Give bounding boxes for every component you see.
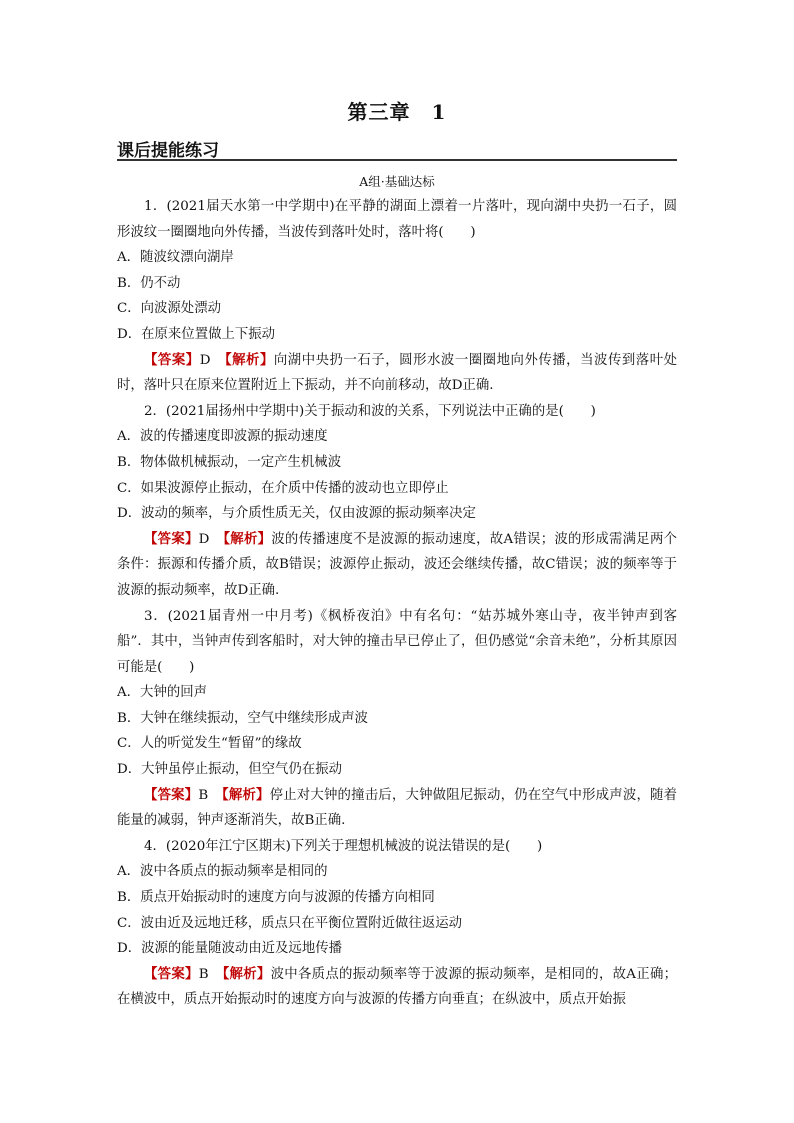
analysis-tag: 【解析】 bbox=[224, 351, 274, 368]
section-heading: 课后提能练习 bbox=[117, 141, 219, 161]
option-d: D．在原来位置做上下振动 bbox=[117, 326, 276, 342]
question-source: (2021届天水第一中学期中) bbox=[166, 199, 335, 214]
question-4-stem bbox=[117, 834, 677, 860]
answer-tag: 【答案】 bbox=[144, 786, 199, 803]
answer-value: B bbox=[198, 966, 209, 982]
option-a: A．波中各质点的振动频率是相同的 bbox=[117, 864, 328, 880]
analysis-tag: 【解析】 bbox=[223, 530, 272, 547]
answer-value: D bbox=[199, 352, 211, 368]
question-number: 4． bbox=[144, 838, 166, 854]
option-a: A．波的传播速度即波源的振动速度 bbox=[117, 429, 328, 445]
analysis-text: 波中各质点的振动频率等于波源的振动频率，是相同的，故A正确；在横波中，质点开始振动时的速度方向与波源的传播方向垂直；在纵波中，质点开始振 bbox=[117, 966, 678, 1008]
analysis-text: 向湖中央扔一石子，圆形水波一圈圈地向外传播，当波传到落叶处时，落叶只在原来位置附近上下振动，并不向前移动，故D正确. bbox=[117, 352, 678, 394]
question-number: 1． bbox=[144, 199, 167, 214]
option-c: C．人的听觉发生“暂留”的缘故 bbox=[117, 736, 302, 752]
analysis-text: 波的传播速度不是波源的振动速度，故A错误；波的形成需满足两个条件：振源和传播介质，故B错误；波源停止振动，波还会继续传播，故C错误；波的频率等于波源的振动频率，故D正确. bbox=[117, 531, 678, 598]
question-source: (2021届扬州中学期中) bbox=[165, 403, 305, 419]
question-text: 在平静的湖面上漂着一片落叶，现向湖中央扔一石子，圆形波纹一圈圈地向外传播，当波传到落叶处时，落叶将( ) bbox=[117, 199, 678, 240]
question-source: (2021届青州一中月考) bbox=[167, 608, 313, 624]
answer-value: B bbox=[198, 787, 209, 803]
option-b: B．大钟在继续振动，空气中继续形成声波 bbox=[117, 710, 368, 726]
answer-value: D bbox=[198, 531, 210, 547]
option-d: D．波源的能量随波动由近及远地传播 bbox=[117, 941, 342, 957]
answer-tag: 【答案】 bbox=[144, 530, 199, 547]
question-1-stem bbox=[117, 194, 677, 245]
option-a: A．随波纹漂向湖岸 bbox=[117, 250, 234, 266]
analysis-text: 停止对大钟的撞击后，大钟做阻尼振动，仍在空气中形成声波，随着能量的减弱，钟声逐渐消失，故B正确. bbox=[117, 787, 677, 829]
question-number: 3． bbox=[144, 608, 168, 624]
option-c: C．波由近及远地迁移，质点只在平衡位置附近做往返运动 bbox=[117, 915, 463, 931]
option-c: C．向波源处漂动 bbox=[117, 301, 221, 317]
question-3-stem bbox=[117, 604, 677, 681]
question-source: (2020年江宁区期末) bbox=[165, 838, 291, 854]
analysis-tag: 【解析】 bbox=[221, 786, 270, 803]
question-number: 2． bbox=[144, 403, 166, 419]
analysis-tag: 【解析】 bbox=[222, 965, 271, 982]
option-b: B．物体做机械振动，一定产生机械波 bbox=[117, 454, 342, 470]
answer-tag: 【答案】 bbox=[144, 965, 199, 982]
section-divider bbox=[117, 159, 677, 161]
answer-tag: 【答案】 bbox=[144, 351, 200, 368]
question-4-answer bbox=[117, 962, 677, 1013]
option-b: B．质点开始振动时的速度方向与波源的传播方向相同 bbox=[117, 890, 435, 906]
option-d: D．大钟虽停止振动，但空气仍在振动 bbox=[117, 762, 342, 778]
question-3-answer bbox=[117, 783, 677, 834]
question-2-answer bbox=[117, 527, 677, 604]
question-text: 关于振动和波的关系，下列说法中正确的是( ) bbox=[304, 403, 596, 419]
option-b: B．仍不动 bbox=[117, 275, 181, 291]
group-title: A组·基础达标 bbox=[359, 174, 435, 189]
question-text: 下列关于理想机械波的说法错误的是( ) bbox=[290, 838, 543, 854]
option-d: D．波动的频率，与介质性质无关，仅由波源的振动频率决定 bbox=[117, 506, 476, 522]
chapter-title: 第三章 1 bbox=[347, 100, 447, 124]
question-text: 《枫桥夜泊》中有名句：“姑苏城外寒山寺，夜半钟声到客船”．其中，当钟声传到客船时，对大钟的撞击早已停止了，但仍感觉“余音未绝”，分析其原因可能是( ) bbox=[117, 608, 677, 675]
question-2-stem bbox=[117, 399, 677, 425]
question-list bbox=[117, 194, 677, 1013]
option-a: A．大钟的回声 bbox=[117, 685, 208, 701]
option-c: C．如果波源停止振动，在介质中传播的波动也立即停止 bbox=[117, 480, 449, 496]
question-1-answer bbox=[117, 348, 677, 399]
